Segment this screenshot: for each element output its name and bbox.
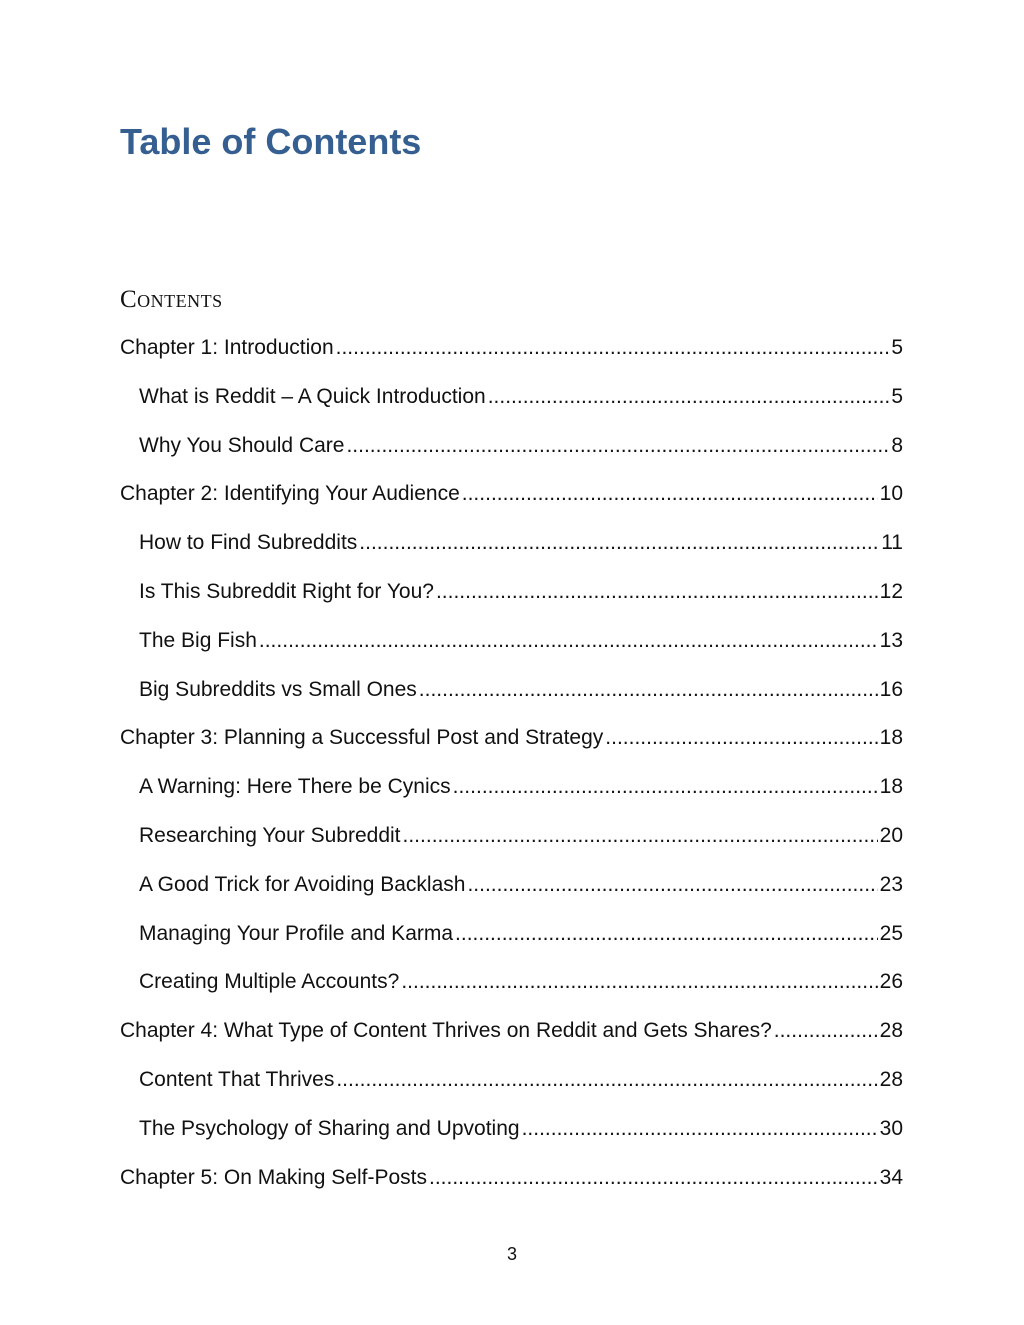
dot-leader	[346, 429, 889, 463]
toc-entry-a-warning[interactable]	[120, 770, 903, 819]
toc-entry-chapter-1[interactable]	[120, 331, 903, 380]
toc-entry-label: Why You Should Care	[139, 433, 345, 457]
toc-entry-psychology-of-sharing[interactable]	[120, 1112, 903, 1161]
toc-list	[120, 331, 903, 1209]
toc-entry-researching-subreddit[interactable]	[120, 819, 903, 868]
dot-leader	[774, 1014, 878, 1048]
toc-entry-page: 5	[891, 384, 903, 408]
dot-leader	[467, 868, 877, 902]
toc-entry-label: Chapter 5: On Making Self-Posts	[120, 1165, 427, 1189]
toc-entry-label: Is This Subreddit Right for You?	[139, 579, 434, 603]
toc-entry-chapter-2[interactable]	[120, 477, 903, 526]
toc-entry-why-you-should-care[interactable]	[120, 429, 903, 478]
toc-entry-label: A Warning: Here There be Cynics	[139, 775, 451, 799]
toc-entry-label: Creating Multiple Accounts?	[139, 970, 400, 994]
toc-entry-page: 18	[879, 726, 903, 750]
toc-entry-label: What is Reddit – A Quick Introduction	[139, 384, 486, 408]
toc-entry-label: Researching Your Subreddit	[139, 823, 401, 847]
dot-leader	[336, 1063, 877, 1097]
toc-entry-page: 12	[879, 579, 903, 603]
toc-entry-page: 23	[879, 872, 903, 896]
contents-heading: Contents	[120, 286, 223, 313]
dot-leader	[259, 624, 878, 658]
dot-leader	[429, 1161, 878, 1195]
toc-entry-page: 28	[879, 1067, 903, 1091]
toc-entry-page: 25	[879, 921, 903, 945]
toc-entry-multiple-accounts[interactable]	[120, 965, 903, 1014]
toc-entry-page: 26	[879, 970, 903, 994]
toc-entry-label: A Good Trick for Avoiding Backlash	[139, 872, 466, 896]
toc-entry-managing-profile[interactable]	[120, 917, 903, 966]
dot-leader	[488, 380, 890, 414]
dot-leader	[401, 965, 877, 999]
dot-leader	[336, 331, 890, 365]
toc-entry-label: The Psychology of Sharing and Upvoting	[139, 1116, 520, 1140]
dot-leader	[359, 526, 879, 560]
dot-leader	[462, 477, 878, 511]
toc-entry-page: 5	[891, 336, 903, 359]
toc-entry-page: 8	[891, 433, 903, 457]
toc-entry-chapter-5[interactable]	[120, 1161, 903, 1210]
toc-entry-page: 18	[879, 775, 903, 799]
toc-entry-label: Chapter 4: What Type of Content Thrives on Reddit and Gets Shares?	[120, 1019, 772, 1043]
page-number: 3	[506, 1244, 517, 1264]
toc-entry-the-big-fish[interactable]	[120, 624, 903, 673]
toc-entry-page: 34	[879, 1165, 903, 1189]
toc-entry-label: How to Find Subreddits	[139, 531, 358, 555]
dot-leader	[403, 819, 878, 853]
toc-entry-how-to-find-subreddits[interactable]	[120, 526, 903, 575]
toc-entry-label: Managing Your Profile and Karma	[139, 921, 454, 945]
toc-entry-page: 28	[879, 1019, 903, 1043]
dot-leader	[419, 673, 878, 707]
dot-leader	[436, 575, 878, 609]
toc-entry-page: 13	[879, 628, 903, 652]
toc-entry-label: Big Subreddits vs Small Ones	[139, 677, 417, 701]
toc-entry-label: Content That Thrives	[139, 1067, 335, 1091]
toc-entry-label: Chapter 2: Identifying Your Audience	[120, 482, 460, 506]
toc-entry-chapter-4[interactable]	[120, 1014, 903, 1063]
dot-leader	[455, 917, 878, 951]
toc-entry-page: 16	[879, 677, 903, 701]
toc-entry-what-is-reddit[interactable]	[120, 380, 903, 429]
toc-entry-content-that-thrives[interactable]	[120, 1063, 903, 1112]
toc-entry-big-vs-small[interactable]	[120, 673, 903, 722]
toc-entry-label: Chapter 3: Planning a Successful Post and Strategy	[120, 726, 604, 750]
dot-leader	[605, 721, 877, 755]
dot-leader	[522, 1112, 878, 1146]
toc-entry-page: 20	[879, 823, 903, 847]
toc-entry-page: 30	[879, 1116, 903, 1140]
toc-entry-label: Chapter 1: Introduction	[120, 336, 334, 359]
toc-entry-page: 11	[881, 531, 903, 555]
dot-leader	[453, 770, 878, 804]
page-title: Table of Contents	[120, 121, 422, 162]
toc-entry-is-this-subreddit-right[interactable]	[120, 575, 903, 624]
toc-entry-page: 10	[879, 482, 903, 506]
toc-entry-chapter-3[interactable]	[120, 721, 903, 770]
toc-entry-good-trick[interactable]	[120, 868, 903, 917]
toc-entry-label: The Big Fish	[139, 628, 257, 652]
